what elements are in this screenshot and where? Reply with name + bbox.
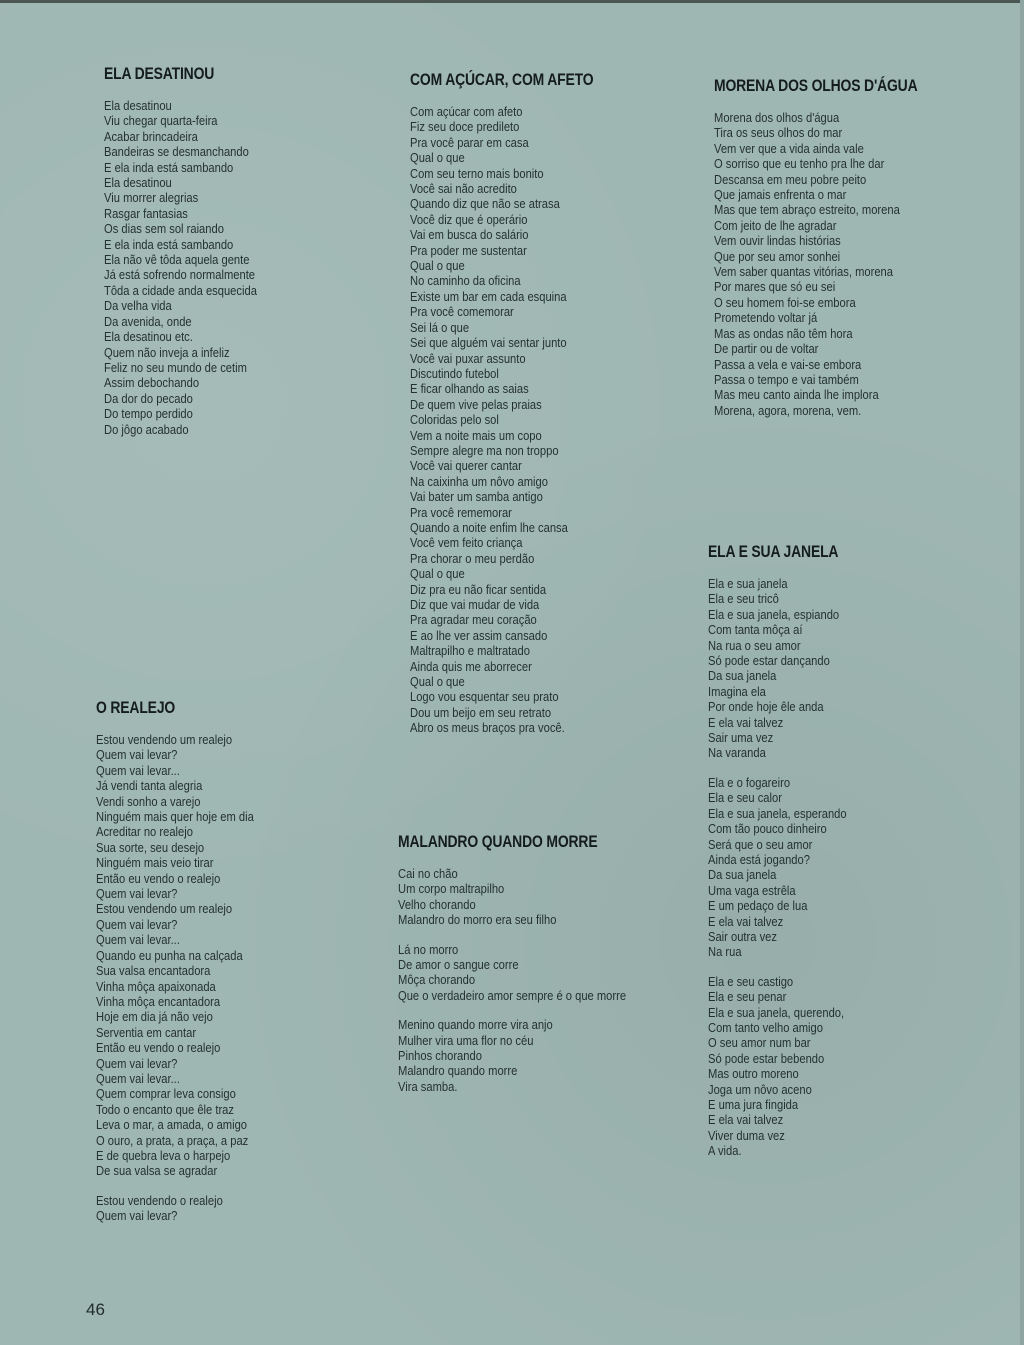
lyric-line: Quem vai levar? [96,1208,178,1224]
lyric-line: Vinha môça apaixonada [96,978,216,994]
lyric-line: Viu morrer alegrias [104,190,199,206]
lyric-line: Pra poder me sustentar [410,242,527,258]
lyric-line: Com tanto velho amigo [708,1019,823,1035]
lyric-line: Estou vendendo um realejo [96,901,233,917]
lyric-line: Leva o mar, a amada, o amigo [96,1117,248,1133]
stanza-break [96,1179,254,1193]
lyric-line: Quando diz que não se atrasa [410,196,560,212]
lyric-line: De amor o sangue corre [398,957,519,973]
lyric-line: Da avenida, onde [104,313,192,329]
lyric-line: Com açúcar com afeto [410,104,523,119]
lyric-line: Morena, agora, morena, vem. [714,402,862,418]
lyric-line: Vem saber quantas vitórias, morena [714,264,893,280]
lyric-line: Pra você rememorar [410,504,512,520]
stanza-break [708,960,847,974]
song-morena-dos-olhos-dagua [714,76,962,418]
lyric-line: Passa o tempo e vai também [714,371,859,387]
lyric-line: Quem vai levar... [96,762,180,778]
lyric-line: Quem vai levar... [96,1070,180,1086]
lyric-line: Mas meu canto ainda lhe implora [714,387,879,403]
lyric-line: Malandro do morro era seu filho [398,912,557,928]
lyric-line: E ela vai talvez [708,1112,784,1128]
lyric-line: Quando eu punha na calçada [96,947,243,963]
lyric-line: Qual o que [410,258,465,274]
lyric-line: Estou vendendo um realejo [96,732,233,747]
lyric-line: Ela e o fogareiro [708,774,791,790]
lyric-line: Ela e seu penar [708,989,787,1005]
lyric-line: Pra você comemorar [410,304,514,320]
lyric-line: Sair uma vez [708,730,774,746]
lyric-line: Que o verdadeiro amor sempre é o que morre [398,987,627,1003]
lyric-line: O seu homem foi-se embora [714,294,856,310]
lyric-line: Ainda está jogando? [708,851,810,867]
lyric-line: O ouro, a prata, a praça, a paz [96,1132,249,1148]
lyric-line: Uma vaga estrêla [708,882,796,898]
lyric-line: Você vai querer cantar [410,458,522,474]
song-o-realejo [96,698,280,1224]
lyric-line: Ninguém mais quer hoje em dia [96,809,254,825]
song-lyrics [708,576,869,1159]
page-edge [1020,0,1024,1345]
lyric-line: Ela desatinou etc. [104,329,193,345]
lyric-line: Com jeito de lhe agradar [714,217,837,233]
lyric-line: Da velha vida [104,298,172,314]
lyric-line: Diz pra eu não ficar sentida [410,581,547,597]
lyric-line: Sei que alguém vai sentar junto [410,335,567,351]
lyric-line: E ela vai talvez [708,913,784,929]
lyric-line: Viver duma vez [708,1127,785,1143]
lyric-line: Já vendi tanta alegria [96,778,203,794]
lyric-line: Por onde hoje êle anda [708,699,824,715]
lyric-line: Do jôgo acabado [104,421,189,437]
lyric-line: Ela e sua janela, querendo, [708,1004,845,1020]
lyric-line: Vinha môça encantadora [96,993,221,1009]
lyric-line: E de quebra leva o harpejo [96,1147,231,1163]
lyric-line: Com tanta môça aí [708,622,803,638]
lyric-line: Assim debochando [104,375,200,391]
lyric-line: Quem não inveja a infeliz [104,344,230,360]
lyric-line: Do tempo perdido [104,406,193,422]
lyric-line: Vai bater um samba antigo [410,489,543,505]
lyric-line: Môça chorando [398,972,476,988]
lyric-line: Pra chorar o meu perdão [410,550,535,566]
lyric-line: Da dor do pecado [104,390,193,406]
lyric-line: De quem vive pelas praias [410,396,542,412]
lyric-line: Ela e sua janela, esperando [708,805,847,821]
lyric-line: Só pode estar dançando [708,653,830,669]
lyric-line: Vira samba. [398,1078,458,1094]
lyric-line: E ela vai talvez [708,714,784,730]
lyric-line: Que jamais enfrenta o mar [714,187,847,203]
lyric-line: Na caixinha um nôvo amigo [410,473,548,489]
song-title: MORENA DOS OLHOS D'ÁGUA [714,76,918,95]
lyric-line: Descansa em meu pobre peito [714,171,867,187]
lyric-line: Você vai puxar assunto [410,350,526,366]
lyric-line: Malandro quando morre [398,1063,518,1079]
lyric-line: Fiz seu doce predileto [410,119,520,135]
lyric-line: Menino quando morre vira anjo [398,1017,553,1033]
song-title: O REALEJO [96,698,176,717]
lyric-line: E ela inda está sambando [104,236,234,252]
lyric-line: E um pedaço de lua [708,898,808,914]
lyric-line: Então eu vendo o realejo [96,870,221,886]
song-title: COM AÇÚCAR, COM AFETO [410,70,594,89]
lyric-line: Ela e sua janela [708,576,788,591]
lyric-line: Rasgar fantasias [104,205,188,221]
song-title: MALANDRO QUANDO MORRE [398,832,598,851]
lyric-line: Mulher vira uma flor no céu [398,1032,534,1048]
lyric-line: Todo o encanto que êle traz [96,1101,234,1117]
lyric-line: Discutindo futebol [410,365,499,381]
lyric-line: Ela e seu castigo [708,973,794,989]
lyric-line: Na rua [708,944,742,960]
lyric-line: Logo vou esquentar seu prato [410,689,559,705]
lyric-line: Da sua janela [708,867,777,883]
top-rule [0,0,1024,3]
lyric-line: Vem ouvir lindas histórias [714,233,841,249]
lyric-line: De sua valsa se agradar [96,1163,218,1179]
lyric-line: Quem vai levar... [96,932,180,948]
lyric-line: Hoje em dia já não vejo [96,1009,213,1025]
lyric-line: Abro os meus braços pra você. [410,720,565,736]
song-title: ELA E SUA JANELA [708,542,839,561]
lyric-line: Já está sofrendo normalmente [104,267,256,283]
lyric-line: Joga um nôvo aceno [708,1081,812,1097]
lyric-line: Um corpo maltrapilho [398,881,505,897]
lyric-line: Os dias sem sol raiando [104,221,224,237]
lyric-line: Você vem feito criança [410,535,523,551]
lyric-line: Quem comprar leva consigo [96,1086,236,1102]
lyric-line: Sair outra vez [708,928,777,944]
lyric-line: Ela desatinou [104,175,172,191]
lyric-line: Por mares que só eu sei [714,279,836,295]
song-ela-desatinou [104,64,282,437]
lyric-line: Da sua janela [708,668,777,684]
lyric-line: Sua sorte, seu desejo [96,839,205,855]
lyric-line: O seu amor num bar [708,1035,811,1051]
lyric-line: Velho chorando [398,896,476,912]
lyric-line: Sei lá o que [410,319,470,335]
page-number: 46 [86,1300,105,1319]
lyric-line: Na varanda [708,745,766,761]
song-ela-e-sua-janela [708,542,869,1159]
lyric-line: Ela desatinou [104,98,172,113]
song-lyrics [398,866,663,1094]
song-com-acucar-com-afeto [410,70,634,736]
lyric-line: Existe um bar em cada esquina [410,288,567,304]
lyric-line: Morena dos olhos d'água [714,110,840,125]
lyric-line: Diz que vai mudar de vida [410,597,540,612]
lyric-line: Qual o que [410,566,465,582]
lyric-line: Quem vai levar? [96,747,178,763]
lyric-line: Quem vai levar? [96,916,178,932]
lyric-line: Serventia em cantar [96,1024,197,1040]
lyric-line: Acreditar no realejo [96,824,193,840]
lyric-line: Mas outro moreno [708,1066,799,1082]
lyric-line: Você sai não acredito [410,181,517,197]
lyric-line: Quando a noite enfim lhe cansa [410,519,568,535]
lyric-line: De partir ou de voltar [714,341,819,357]
lyric-line: Feliz no seu mundo de cetim [104,359,247,375]
lyric-line: Viu chegar quarta-feira [104,113,218,129]
lyric-line: Ela e seu tricô [708,591,779,607]
lyric-line: Mas que tem abraço estreito, morena [714,202,900,218]
lyric-line: Prometendo voltar já [714,310,818,326]
lyric-line: Coloridas pelo sol [410,412,499,428]
stanza-break [708,761,847,775]
song-lyrics [714,110,962,418]
lyric-line: E ao lhe ver assim cansado [410,627,548,643]
lyric-line: Estou vendendo o realejo [96,1192,223,1208]
song-lyrics [410,104,634,736]
song-lyrics [96,732,280,1224]
lyric-line: Com seu terno mais bonito [410,165,544,181]
lyric-line: Vai em busca do salário [410,227,529,243]
lyric-line: Lá no morro [398,941,459,957]
lyric-line: E uma jura fingida [708,1097,799,1112]
song-malandro-quando-morre [398,832,663,1094]
lyric-line: Qual o que [410,150,465,166]
lyric-line: Será que o seu amor [708,836,813,852]
lyric-line: Dou um beijo em seu retrato [410,704,552,720]
lyric-line: Só pode estar bebendo [708,1050,825,1066]
lyric-line: Que por seu amor sonhei [714,248,841,264]
lyric-line: Ela e seu calor [708,790,782,806]
lyric-line: Ninguém mais veio tirar [96,855,214,871]
lyric-line: Vendi sonho a varejo [96,793,201,809]
lyric-line: Bandeiras se desmanchando [104,144,249,160]
lyric-line: Quem vai levar? [96,886,178,902]
lyric-line: Maltrapilho e maltratado [410,643,530,659]
lyric-line: Tira os seus olhos do mar [714,125,843,141]
lyric-line: Imagina ela [708,683,766,699]
lyric-line: O sorriso que eu tenho pra lhe dar [714,156,885,172]
song-lyrics [104,98,282,437]
lyric-line: Tôda a cidade anda esquecida [104,282,257,298]
lyric-line: Na rua o seu amor [708,637,801,653]
lyric-line: Vem a noite mais um copo [410,427,542,443]
lyric-line: Ainda quis me aborrecer [410,658,532,674]
lyric-line: Cai no chão [398,866,458,881]
lyric-line: Acabar brincadeira [104,128,198,144]
lyric-line: Vem ver que a vida ainda vale [714,140,864,156]
lyric-line: Então eu vendo o realejo [96,1040,221,1056]
lyric-line: Sempre alegre ma non troppo [410,442,559,458]
song-title: ELA DESATINOU [104,64,215,83]
lyric-line: Passa a vela e vai-se embora [714,356,862,372]
lyric-line: Pinhos chorando [398,1048,482,1064]
stanza-break [398,1003,626,1017]
lyric-line: Qual o que [410,674,465,690]
lyric-line: No caminho da oficina [410,273,521,289]
lyric-line: Pra você parar em casa [410,134,529,150]
lyric-line: Você diz que é operário [410,211,528,227]
lyric-line: Com tão pouco dinheiro [708,821,827,837]
lyric-line: Sua valsa encantadora [96,963,211,979]
lyric-line: Mas as ondas não têm hora [714,325,853,341]
lyric-line: E ela inda está sambando [104,159,234,175]
lyric-line: Quem vai levar? [96,1055,178,1071]
lyric-line: E ficar olhando as saias [410,381,529,397]
lyric-line: Ela e sua janela, espiando [708,606,840,622]
lyric-line: A vida. [708,1143,742,1159]
lyric-line: Ela não vê tôda aquela gente [104,252,250,268]
stanza-break [398,928,626,942]
lyric-line: Pra agradar meu coração [410,612,537,628]
